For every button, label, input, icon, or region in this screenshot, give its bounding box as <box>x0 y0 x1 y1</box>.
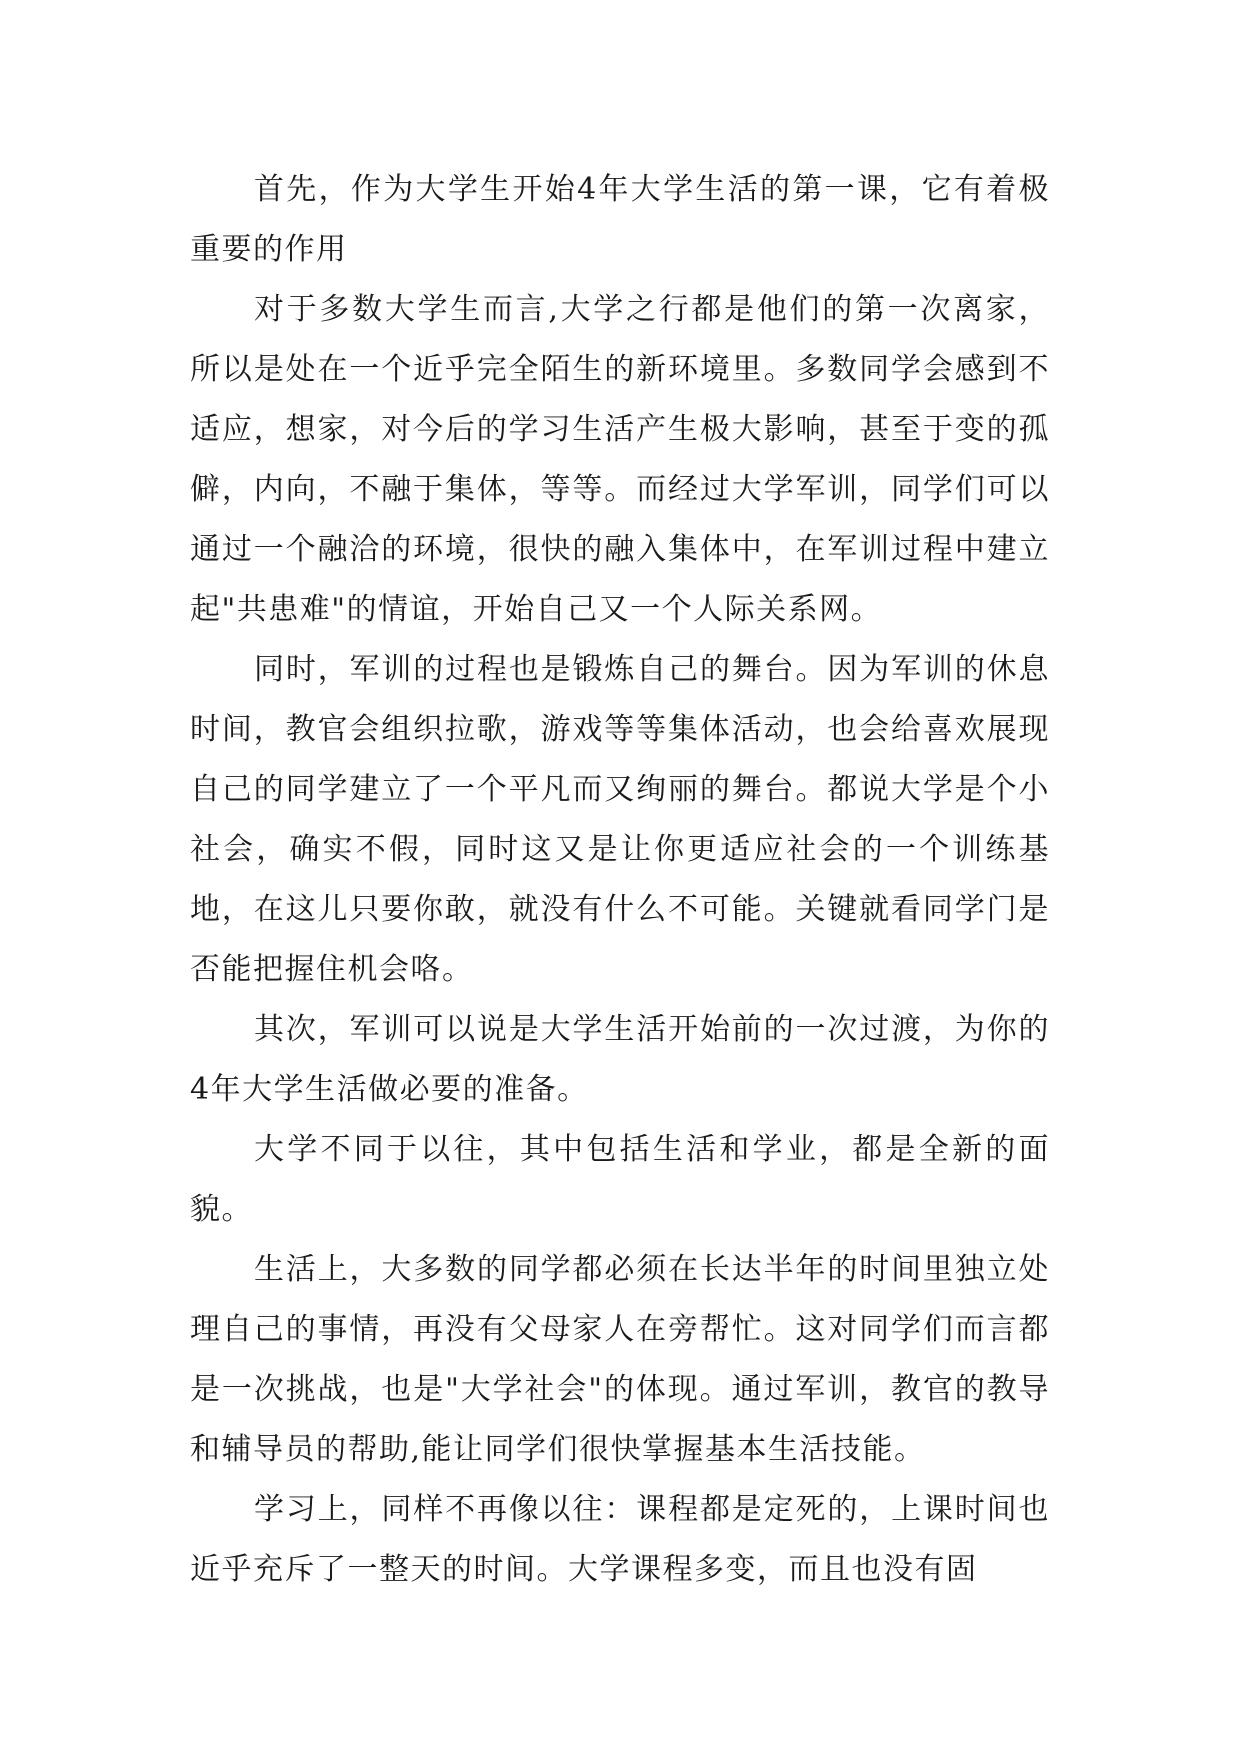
paragraph-5: 大学不同于以往，其中包括生活和学业，都是全新的面貌。 <box>190 1132 1050 1227</box>
paragraph-6: 生活上，大多数的同学都必须在长达半年的时间里独立处理自己的事情，再没有父母家人在旁帮忙。这对同学们而言都是一次挑战，也是"大学社会"的体现。通过军训，教官的教导和辅导员的帮助,能让同学们很快掌握基本生活技能。 <box>190 1252 1050 1467</box>
paragraph-4: 其次，军训可以说是大学生活开始前的一次过渡，为你的4年大学生活做必要的准备。 <box>190 1012 1050 1107</box>
paragraph-2: 对于多数大学生而言,大学之行都是他们的第一次离家，所以是处在一个近乎完全陌生的新环境里。多数同学会感到不适应，想家，对今后的学习生活产生极大影响，甚至于变的孤僻，内向，不融于集体，等等。而经过大学军训，同学们可以通过一个融洽的环境，很快的融入集体中，在军训过程中建立起"共患难"的情谊，开始自己又一个人际关系网。 <box>190 292 1050 627</box>
body-text <box>190 160 1050 1600</box>
paragraph-7: 学习上，同样不再像以往：课程都是定死的，上课时间也近乎充斥了一整天的时间。大学课程多变，而且也没有固 <box>190 1492 1050 1587</box>
paragraph-3: 同时，军训的过程也是锻炼自己的舞台。因为军训的休息时间，教官会组织拉歌，游戏等等集体活动，也会给喜欢展现自己的同学建立了一个平凡而又绚丽的舞台。都说大学是个小社会，确实不假，同时这又是让你更适应社会的一个训练基地，在这儿只要你敢，就没有什么不可能。关键就看同学门是否能把握住机会咯。 <box>190 652 1050 987</box>
paragraph-1: 首先，作为大学生开始4年大学生活的第一课，它有着极重要的作用 <box>190 172 1050 267</box>
